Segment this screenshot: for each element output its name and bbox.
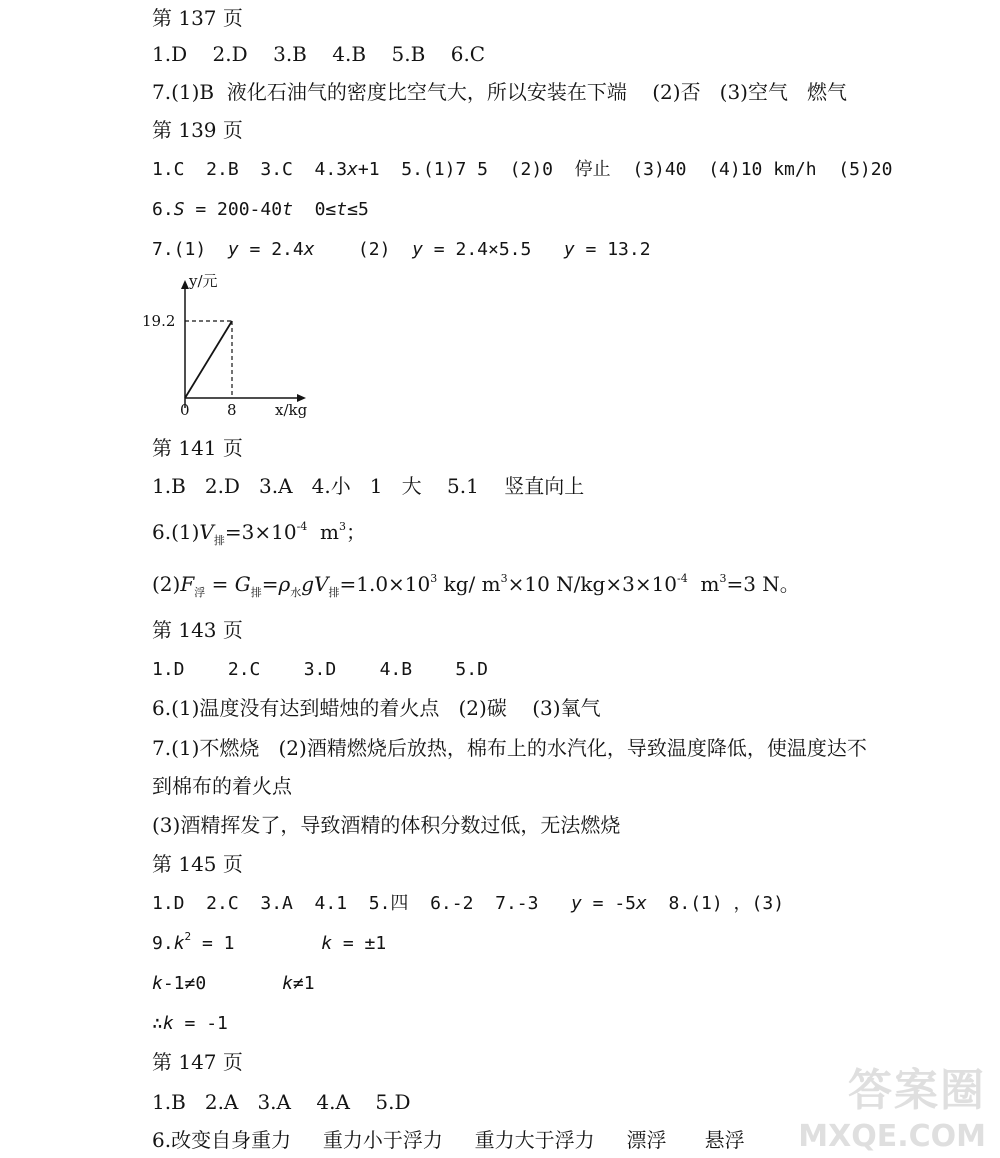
page-heading-147: 第 147 页 bbox=[152, 1050, 243, 1074]
watermark-logo-text: 答案圈 bbox=[848, 1065, 986, 1116]
answers-143-mc: 1.D 2.C 3.D 4.B 5.D bbox=[152, 659, 488, 680]
subscript: 排 bbox=[328, 586, 340, 599]
var-x: x bbox=[347, 159, 358, 180]
superscript: 3 bbox=[338, 520, 346, 533]
var-x: x bbox=[636, 893, 647, 914]
subscript: 排 bbox=[213, 534, 225, 547]
page-heading-137: 第 137 页 bbox=[152, 6, 243, 30]
superscript: 2 bbox=[184, 930, 192, 943]
var-f: F bbox=[180, 572, 195, 596]
text: = 13.2 bbox=[574, 239, 651, 260]
text: 1.C 2.B 3.C 4.3 bbox=[152, 159, 348, 180]
var-g: G bbox=[234, 572, 251, 596]
answers-139-line1 bbox=[152, 158, 892, 182]
answers-143-q7-c: (3)酒精挥发了，导致酒精的体积分数过低，无法燃烧 bbox=[152, 813, 621, 837]
text: =3×10 bbox=[224, 520, 297, 544]
answers-141-mc: 1.B 2.D 3.A 4.小 1 大 5.1 竖直向上 bbox=[152, 474, 585, 498]
text: ； bbox=[345, 520, 366, 544]
text: = 2.4 bbox=[238, 239, 304, 260]
page-heading-139: 第 139 页 bbox=[152, 118, 243, 142]
answers-141-q6-2 bbox=[152, 572, 800, 600]
text: ×10 N/kg×3×10 bbox=[507, 572, 678, 596]
page-heading-145: 第 145 页 bbox=[152, 852, 243, 876]
superscript: 3 bbox=[719, 572, 727, 585]
text: (2) bbox=[152, 572, 181, 596]
text: m bbox=[687, 572, 720, 596]
text: -1≠0 bbox=[162, 973, 283, 994]
subscript: 排 bbox=[250, 586, 262, 599]
answers-147-mc: 1.B 2.A 3.A 4.A 5.D bbox=[152, 1090, 411, 1114]
answers-139-line2 bbox=[152, 198, 369, 222]
text: = bbox=[205, 572, 235, 596]
text: 7.(1) bbox=[152, 239, 228, 260]
text: +1 5.(1)7 5 (2)0 停止 (3)40 (4)10 km/h (5)20 bbox=[357, 159, 893, 180]
superscript: -4 bbox=[296, 520, 308, 533]
subscript: 浮 bbox=[194, 586, 206, 599]
function-line bbox=[185, 321, 232, 398]
text: = bbox=[261, 572, 279, 596]
subscript: 水 bbox=[290, 586, 302, 599]
answers-147-q6: 6.改变自身重力 重力小于浮力 重力大于浮力 漂浮 悬浮 bbox=[152, 1128, 745, 1152]
answers-141-q6-1 bbox=[152, 520, 366, 548]
page-heading-143: 第 143 页 bbox=[152, 618, 243, 642]
var-x: x bbox=[303, 239, 315, 260]
var-y: y bbox=[563, 239, 575, 260]
superscript: 3 bbox=[500, 572, 508, 585]
var-rho: ρ bbox=[278, 572, 291, 596]
var-y: y bbox=[570, 893, 582, 914]
watermark-url: MXQE.COM bbox=[798, 1119, 986, 1154]
var-y: y bbox=[227, 239, 239, 260]
var-k: k bbox=[152, 973, 163, 994]
text: 9. bbox=[152, 933, 174, 954]
var-s: S bbox=[173, 199, 185, 220]
text: = 2.4×5.5 bbox=[422, 239, 564, 260]
var-y: y bbox=[412, 239, 423, 260]
text: =1.0×10 bbox=[339, 572, 431, 596]
x-tick-label: 8 bbox=[227, 401, 237, 419]
answers-143-q7-a: 7.(1)不燃烧 (2)酒精燃烧后放热，棉布上的水汽化，导致温度降低，使温度达不 bbox=[152, 736, 867, 760]
var-v: V bbox=[199, 520, 214, 544]
x-axis-label: x/kg bbox=[275, 401, 308, 419]
var-gv: gV bbox=[301, 572, 329, 596]
text: = ±1 bbox=[332, 933, 387, 954]
origin-label: 0 bbox=[180, 401, 190, 419]
var-k: k bbox=[282, 973, 293, 994]
text: (2) bbox=[314, 239, 413, 260]
answers-145-line2 bbox=[152, 932, 386, 958]
text: 1.D 2.C 3.A 4.1 5.四 6.-2 7.-3 bbox=[152, 893, 571, 914]
y-axis-arrow bbox=[181, 280, 189, 289]
answers-139-line3 bbox=[152, 238, 651, 262]
answers-137-mc: 1.D 2.D 3.B 4.B 5.B 6.C bbox=[152, 42, 486, 66]
text: 6. bbox=[152, 199, 174, 220]
text: 8.(1) ，(3) bbox=[646, 893, 785, 914]
text: ≤5 bbox=[347, 199, 369, 220]
text: ≠1 bbox=[292, 973, 315, 994]
text: 0≤ bbox=[292, 199, 337, 220]
text: ∴ bbox=[152, 1013, 163, 1034]
var-k: k bbox=[173, 933, 185, 954]
var-k: k bbox=[162, 1013, 174, 1034]
y-axis-label: y/元 bbox=[189, 272, 218, 290]
y-tick-label: 19.2 bbox=[142, 312, 176, 330]
answers-143-q7-b: 到棉布的着火点 bbox=[152, 774, 292, 798]
var-k: k bbox=[321, 933, 333, 954]
var-t: t bbox=[282, 199, 293, 220]
text: = -5 bbox=[581, 893, 636, 914]
function-graph bbox=[140, 270, 320, 420]
superscript: -4 bbox=[677, 572, 688, 585]
text: kg/ m bbox=[437, 572, 501, 596]
page-heading-141: 第 141 页 bbox=[152, 436, 243, 460]
var-t: t bbox=[336, 199, 348, 220]
text: = 1 bbox=[191, 933, 322, 954]
answers-145-line3 bbox=[152, 972, 315, 996]
answers-143-q6: 6.(1)温度没有达到蜡烛的着火点 (2)碳 (3)氧气 bbox=[152, 696, 601, 720]
text: 6.(1) bbox=[152, 520, 200, 544]
text: =3 N。 bbox=[726, 572, 800, 596]
text: = -1 bbox=[173, 1013, 228, 1034]
site-watermark bbox=[796, 1054, 986, 1154]
answers-137-q7: 7.(1)B 液化石油气的密度比空气大，所以安装在下端 (2)否 (3)空气 燃气 bbox=[152, 80, 848, 104]
answers-145-line4 bbox=[152, 1012, 228, 1036]
text: = 200-40 bbox=[184, 199, 283, 220]
text: m bbox=[307, 520, 339, 544]
answers-145-line1 bbox=[152, 892, 784, 916]
superscript: 3 bbox=[430, 572, 438, 585]
